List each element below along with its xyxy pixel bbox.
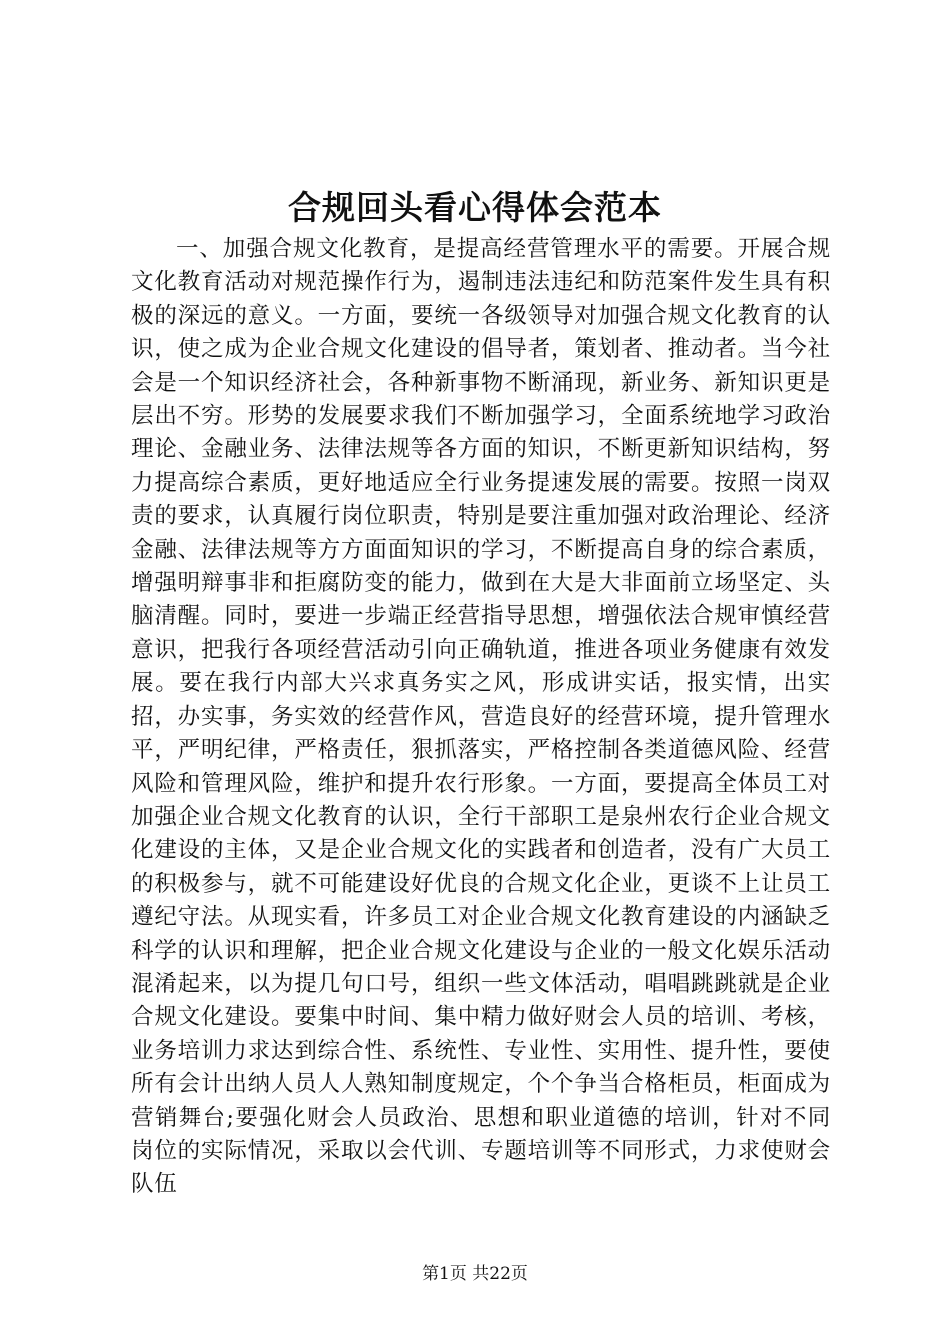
body-paragraph: 一、加强合规文化教育，是提高经营管理水平的需要。开展合规文化教育活动对规范操作行为，遏制违法违纪和防范案件发生具有积极的深远的意义。一方面，要统一各级领导对加强合规文化教育的认识，使之成为企业合规文化建设的倡导者，策划者、推动者。当今社会是一个知识经济社会，各种新事物不断涌现，新业务、新知识更是层出不穷。形势的发展要求我们不断加强学习，全面系统地学习政治理论、金融业务、法律法规等各方面的知识，不断更新知识结构，努力提高综合素质，更好地适应全行业务提速发展的需要。按照一岗双责的要求，认真履行岗位职责，特别是要注重加强对政治理论、经济金融、法律法规等方方面面知识的学习，不断提高自身的综合素质，增强明辩事非和拒腐防变的能力，做到在大是大非面前立场坚定、头脑清醒。同时，要进一步端正经营指导思想，增强依法合规审慎经营意识，把我行各项经营活动引向正确轨道，推进各项业务健康有效发展。要在我行内部大兴求真务实之风，形成讲实话，报实情，出实招，办实事，务实效的经营作风，营造良好的经营环境，提升管理水平，严明纪律，严格责任，狠抓落实，严格控制各类道德风险、经营风险和管理风险，维护和提升农行形象。一方面，要提高全体员工对加强企业合规文化教育的认识，全行干部职工是泉州农行企业合规文化建设的主体，又是企业合规文化的实践者和创造者，没有广大员工的积极参与，就不可能建设好优良的合规文化企业，更谈不上让员工遵纪守法。从现实看，许多员工对企业合规文化教育建设的内涵缺乏科学的认识和理解，把企业合规文化建设与企业的一般文化娱乐活动混淆起来，以为提几句口号，组织一些文体活动，唱唱跳跳就是企业合规文化建设。要集中时间、集中精力做好财会人员的培训、考核，业务培训力求达到综合性、系统性、专业性、实用性、提升性，要使所有会计出纳人员人人熟知制度规定，个个争当合格柜员，柜面成为营销舞台;要强化财会人员政治、思想和职业道德的培训，针对不同岗位的实际情况，采取以会代训、专题培训等不同形式，力求使财会队伍 (131, 236, 831, 1198)
document-title: 合规回头看心得体会范本 (288, 188, 662, 227)
page-number: 第1页 共22页 (422, 1264, 528, 1284)
